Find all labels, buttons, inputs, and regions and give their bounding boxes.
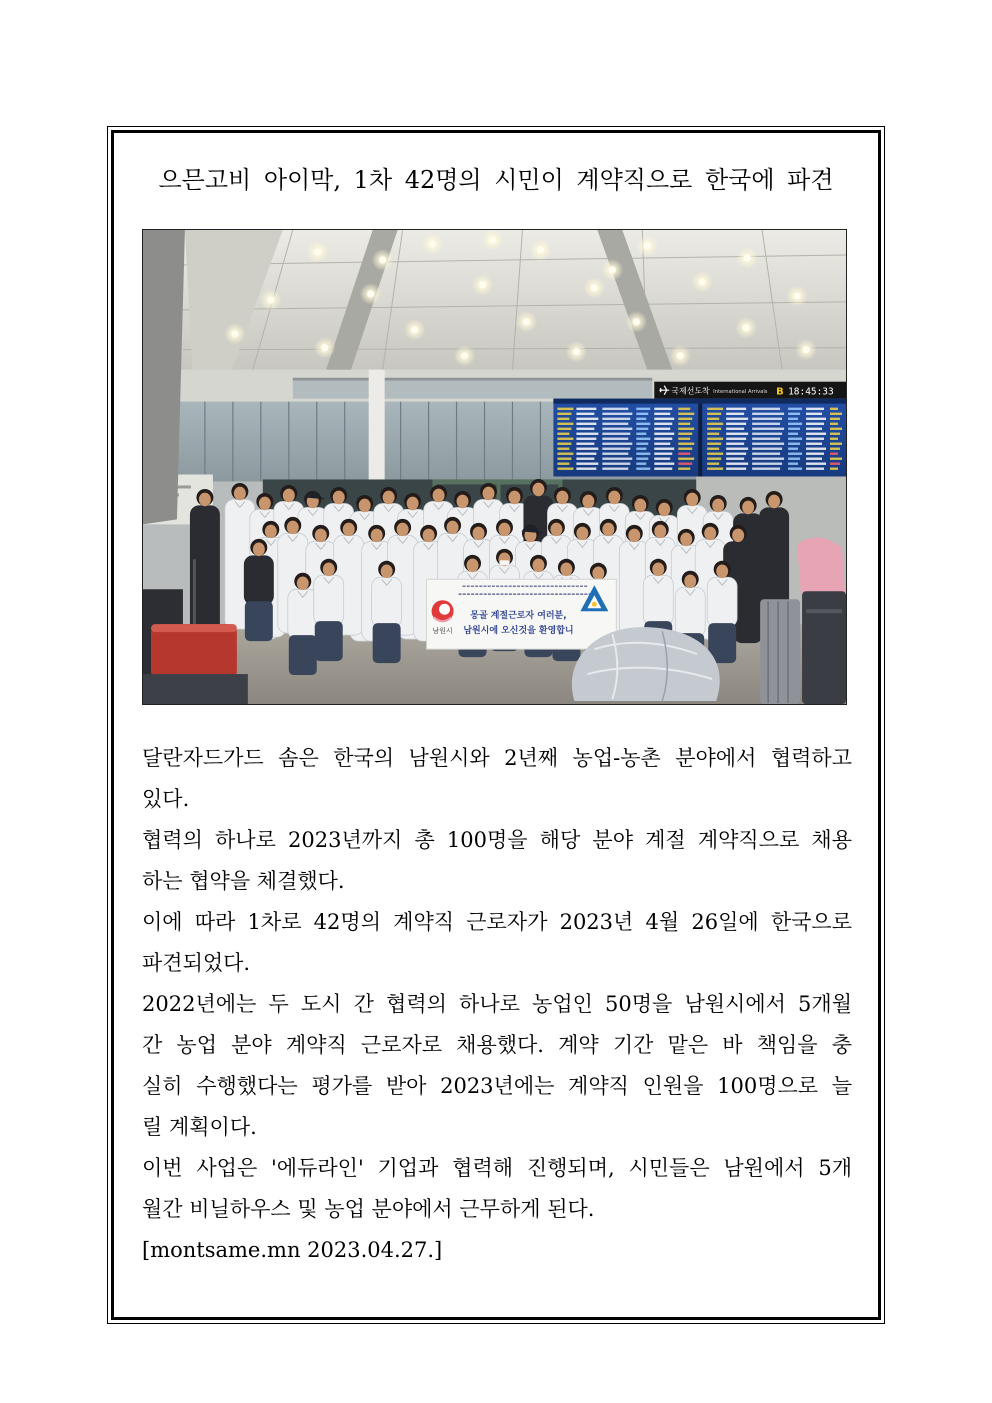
flight-row-mark xyxy=(678,433,692,435)
article-line: 협력의 하나로 2023년까지 총 100명을 해당 분야 계절 계약직으로 채용 xyxy=(142,828,852,852)
flight-row-mark xyxy=(788,448,798,450)
flight-row-mark xyxy=(557,423,573,425)
flight-row-mark xyxy=(788,467,802,469)
flight-row-mark xyxy=(678,413,694,415)
flight-row-mark xyxy=(830,458,842,460)
flight-row-mark xyxy=(752,443,784,445)
flight-row-mark xyxy=(654,418,674,420)
ceiling-light xyxy=(736,247,758,269)
flight-row-mark xyxy=(557,448,569,450)
flight-row-mark xyxy=(707,443,721,445)
flight-row-mark xyxy=(830,453,838,455)
flight-row-mark xyxy=(707,463,719,465)
flight-row-mark xyxy=(788,433,798,435)
flight-row-mark xyxy=(576,433,598,435)
flight-row-mark xyxy=(830,408,838,410)
flight-row-mark xyxy=(678,467,690,469)
article-line: 파견되었다. xyxy=(142,951,251,975)
arrivals-sign-korean: 국제선도착 xyxy=(671,386,710,396)
ceiling-light xyxy=(422,233,444,255)
flight-information-board xyxy=(553,399,846,477)
flight-row-mark xyxy=(678,458,694,460)
flight-row-mark xyxy=(726,433,748,435)
flight-row-mark xyxy=(678,443,694,445)
flight-row-mark xyxy=(678,463,692,465)
flight-row-mark xyxy=(806,433,826,435)
ceiling-light xyxy=(786,285,808,307)
ceiling-light xyxy=(307,241,329,263)
flight-row-mark xyxy=(830,418,840,420)
flight-row-mark xyxy=(830,467,838,469)
ceiling-light xyxy=(404,319,426,341)
flight-row-mark xyxy=(806,423,824,425)
flight-row-mark xyxy=(830,413,842,415)
flight-row-mark xyxy=(557,408,573,410)
flight-row-mark xyxy=(654,467,672,469)
ceiling-light xyxy=(314,337,336,359)
flight-row-mark xyxy=(654,448,674,450)
flight-row-mark xyxy=(636,433,646,435)
flight-row-mark xyxy=(707,418,719,420)
flight-row-mark xyxy=(557,443,571,445)
article-line: 릴 계획이다. xyxy=(142,1115,257,1139)
flight-row-mark xyxy=(726,458,744,460)
flight-row-mark xyxy=(707,423,723,425)
paragraph xyxy=(142,738,852,820)
flight-row-mark xyxy=(678,408,690,410)
flight-row-mark xyxy=(752,458,784,460)
ceiling-light xyxy=(691,271,713,293)
flight-row-mark xyxy=(806,458,822,460)
flight-row-mark xyxy=(830,433,840,435)
flight-row-mark xyxy=(636,448,646,450)
flight-row-mark xyxy=(726,467,746,469)
flight-row-mark xyxy=(726,463,748,465)
flight-row-mark xyxy=(576,467,596,469)
flight-row-mark xyxy=(636,467,650,469)
flight-row-mark xyxy=(707,413,721,415)
arrivals-sign-clock: 18:45:33 xyxy=(788,386,834,398)
flight-row-mark xyxy=(576,448,598,450)
flight-row-mark xyxy=(830,428,842,430)
flight-row-mark xyxy=(602,448,630,450)
ceiling-light xyxy=(529,239,551,261)
flight-row-mark xyxy=(752,423,780,425)
flight-row-mark xyxy=(707,438,723,440)
flight-row-mark xyxy=(557,413,571,415)
article-line: 실히 수행했다는 평가를 받아 2023년에는 계약직 인원을 100명으로 늘 xyxy=(142,1074,852,1098)
article-line: 월간 비닐하우스 및 농업 분야에서 근무하게 된다. xyxy=(142,1197,595,1221)
flight-row-mark xyxy=(726,448,748,450)
flight-row-mark xyxy=(788,463,798,465)
flight-row-mark xyxy=(654,458,670,460)
flight-row-mark xyxy=(788,408,802,410)
flight-row-mark xyxy=(602,433,630,435)
paragraph xyxy=(142,902,852,984)
ceiling-light xyxy=(224,323,246,345)
flight-row-mark xyxy=(636,428,648,430)
flight-row-mark xyxy=(726,408,746,410)
flight-row-mark xyxy=(576,423,596,425)
flight-row-mark xyxy=(636,443,648,445)
flight-row-mark xyxy=(830,443,842,445)
flight-row-mark xyxy=(602,453,628,455)
flight-row-mark xyxy=(726,453,746,455)
flight-row-mark xyxy=(752,413,784,415)
flight-row-mark xyxy=(726,418,748,420)
flight-row-mark xyxy=(806,448,826,450)
ceiling-light xyxy=(625,311,647,333)
flight-row-mark xyxy=(602,467,628,469)
airport-group-photo xyxy=(143,230,846,704)
flight-row-mark xyxy=(788,423,802,425)
flight-row-mark xyxy=(707,408,723,410)
flight-row-mark xyxy=(752,467,780,469)
flight-row-mark xyxy=(654,443,670,445)
flight-row-mark xyxy=(576,438,596,440)
arrivals-sign-english: International Arrivals xyxy=(713,389,768,396)
flight-row-mark xyxy=(576,413,594,415)
ceiling-light xyxy=(583,277,605,299)
flight-row-mark xyxy=(636,438,650,440)
flight-row-mark xyxy=(557,428,571,430)
flight-row-mark xyxy=(557,467,573,469)
banner-line-2: 남원시에 오신것을 환영합니 xyxy=(463,626,574,637)
flight-row-mark xyxy=(707,448,719,450)
flight-row-mark xyxy=(557,458,571,460)
flight-row-mark xyxy=(752,448,782,450)
flight-row-mark xyxy=(788,438,802,440)
article-line: 있다. xyxy=(142,787,190,811)
paragraph xyxy=(142,984,852,1148)
flight-row-mark xyxy=(557,438,573,440)
flight-row-mark xyxy=(752,453,780,455)
source-citation: [montsame.mn 2023.04.27.] xyxy=(142,1238,443,1262)
flight-row-mark xyxy=(678,453,690,455)
flight-row-mark xyxy=(830,448,840,450)
ceiling-light xyxy=(260,289,282,311)
flight-row-mark xyxy=(830,438,838,440)
flight-row-mark xyxy=(752,463,782,465)
flight-row-mark xyxy=(576,408,596,410)
flight-row-mark xyxy=(752,408,780,410)
flight-row-mark xyxy=(788,418,798,420)
flight-row-mark xyxy=(806,467,824,469)
flight-row-mark xyxy=(678,423,690,425)
flight-row-mark xyxy=(654,423,672,425)
ceiling-light xyxy=(472,274,494,296)
flight-row-mark xyxy=(654,413,670,415)
flight-row-mark xyxy=(636,453,650,455)
flight-row-mark xyxy=(678,448,692,450)
arrivals-sign xyxy=(654,382,846,399)
ceiling-light xyxy=(601,259,623,281)
flight-row-mark xyxy=(602,463,630,465)
flight-row-mark xyxy=(576,443,594,445)
flight-row-mark xyxy=(654,438,672,440)
flight-row-mark xyxy=(557,433,569,435)
flight-row-mark xyxy=(788,453,802,455)
flight-row-mark xyxy=(752,428,784,430)
flight-row-mark xyxy=(636,418,646,420)
flight-row-mark xyxy=(636,408,650,410)
flight-row-mark xyxy=(678,428,694,430)
ceiling-light xyxy=(454,345,476,367)
flight-row-mark xyxy=(830,463,840,465)
ceiling-light xyxy=(482,230,504,251)
flight-row-mark xyxy=(806,428,822,430)
flight-row-mark xyxy=(576,463,598,465)
flight-row-mark xyxy=(636,423,650,425)
ceiling-light xyxy=(669,345,691,367)
flight-row-mark xyxy=(557,453,573,455)
flight-row-mark xyxy=(576,453,596,455)
flight-row-mark xyxy=(654,453,672,455)
flight-row-mark xyxy=(636,463,646,465)
flight-row-mark xyxy=(726,423,746,425)
ceiling-light xyxy=(372,249,394,271)
flight-row-mark xyxy=(752,433,782,435)
flight-row-mark xyxy=(602,438,628,440)
article-line: 이번 사업은 '에듀라인' 기업과 협력해 진행되며, 시민들은 남원에서 5개 xyxy=(142,1156,852,1180)
flight-row-mark xyxy=(636,413,648,415)
flight-row-mark xyxy=(602,458,632,460)
flight-row-mark xyxy=(654,433,674,435)
flight-row-mark xyxy=(678,438,690,440)
article-line: 하는 협약을 체결했다. xyxy=(142,869,345,893)
flight-row-mark xyxy=(752,438,780,440)
paragraph xyxy=(142,820,852,902)
flight-row-mark xyxy=(636,458,648,460)
flight-row-mark xyxy=(707,453,723,455)
ceiling-light xyxy=(565,341,587,363)
flight-row-mark xyxy=(806,443,822,445)
flight-row-mark xyxy=(678,418,692,420)
banner-line-1: 몽골 계절근로자 여러분, xyxy=(470,611,567,622)
flight-row-mark xyxy=(602,408,628,410)
flight-row-mark xyxy=(576,418,598,420)
flight-row-mark xyxy=(707,467,723,469)
flight-row-mark xyxy=(830,423,838,425)
banner-logo-text: 남원시 xyxy=(432,627,453,636)
flight-row-mark xyxy=(707,458,721,460)
flight-row-mark xyxy=(654,408,672,410)
flight-row-mark xyxy=(788,443,800,445)
flight-row-mark xyxy=(707,428,721,430)
flight-row-mark xyxy=(726,438,746,440)
article-line: 달란자드가드 솜은 한국의 남원시와 2년째 농업-농촌 분야에서 협력하고 xyxy=(142,746,852,770)
article-line: 이에 따라 1차로 42명의 계약직 근로자가 2023년 4월 26일에 한국으로 xyxy=(142,910,852,934)
flight-row-mark xyxy=(806,418,826,420)
flight-row-mark xyxy=(654,463,674,465)
flight-row-mark xyxy=(654,428,670,430)
flight-row-mark xyxy=(557,463,569,465)
flight-row-mark xyxy=(788,428,800,430)
flight-row-mark xyxy=(602,443,632,445)
flight-row-mark xyxy=(602,418,630,420)
ceiling-light xyxy=(360,283,382,305)
flight-row-mark xyxy=(806,453,824,455)
flight-row-mark xyxy=(806,438,824,440)
flight-row-mark xyxy=(788,458,800,460)
red-swirl-logo xyxy=(432,600,454,622)
article-line: 간 농업 분야 계약직 근로자로 채용했다. 계약 기간 맡은 바 책임을 충 xyxy=(142,1033,852,1057)
ceiling-light xyxy=(795,339,817,361)
flight-row-mark xyxy=(557,418,569,420)
article-photo xyxy=(142,229,847,705)
ceiling-light xyxy=(735,317,757,339)
flight-row-mark xyxy=(752,418,782,420)
paragraph xyxy=(142,1148,852,1230)
arrivals-sign-gate: B xyxy=(776,386,784,398)
flight-row-mark xyxy=(726,443,744,445)
flight-row-mark xyxy=(788,413,800,415)
flight-row-mark xyxy=(576,458,594,460)
article-body xyxy=(142,738,852,1271)
flight-row-mark xyxy=(726,413,744,415)
welcome-banner xyxy=(427,579,617,649)
flight-row-mark xyxy=(806,408,824,410)
ceiling-light xyxy=(515,311,537,333)
flight-row-mark xyxy=(602,428,632,430)
flight-row-mark xyxy=(707,433,719,435)
flight-row-mark xyxy=(602,423,628,425)
flight-row-mark xyxy=(806,413,822,415)
article-title: 으믄고비 아이막, 1차 42명의 시민이 계약직으로 한국에 파견 xyxy=(158,166,834,194)
flight-row-mark xyxy=(576,428,594,430)
article-line: 2022년에는 두 도시 간 협력의 하나로 농업인 50명을 남원시에서 5개월 xyxy=(142,992,852,1016)
flight-row-mark xyxy=(726,428,744,430)
ceiling-light xyxy=(636,235,658,257)
flight-row-mark xyxy=(602,413,632,415)
flight-row-mark xyxy=(806,463,826,465)
